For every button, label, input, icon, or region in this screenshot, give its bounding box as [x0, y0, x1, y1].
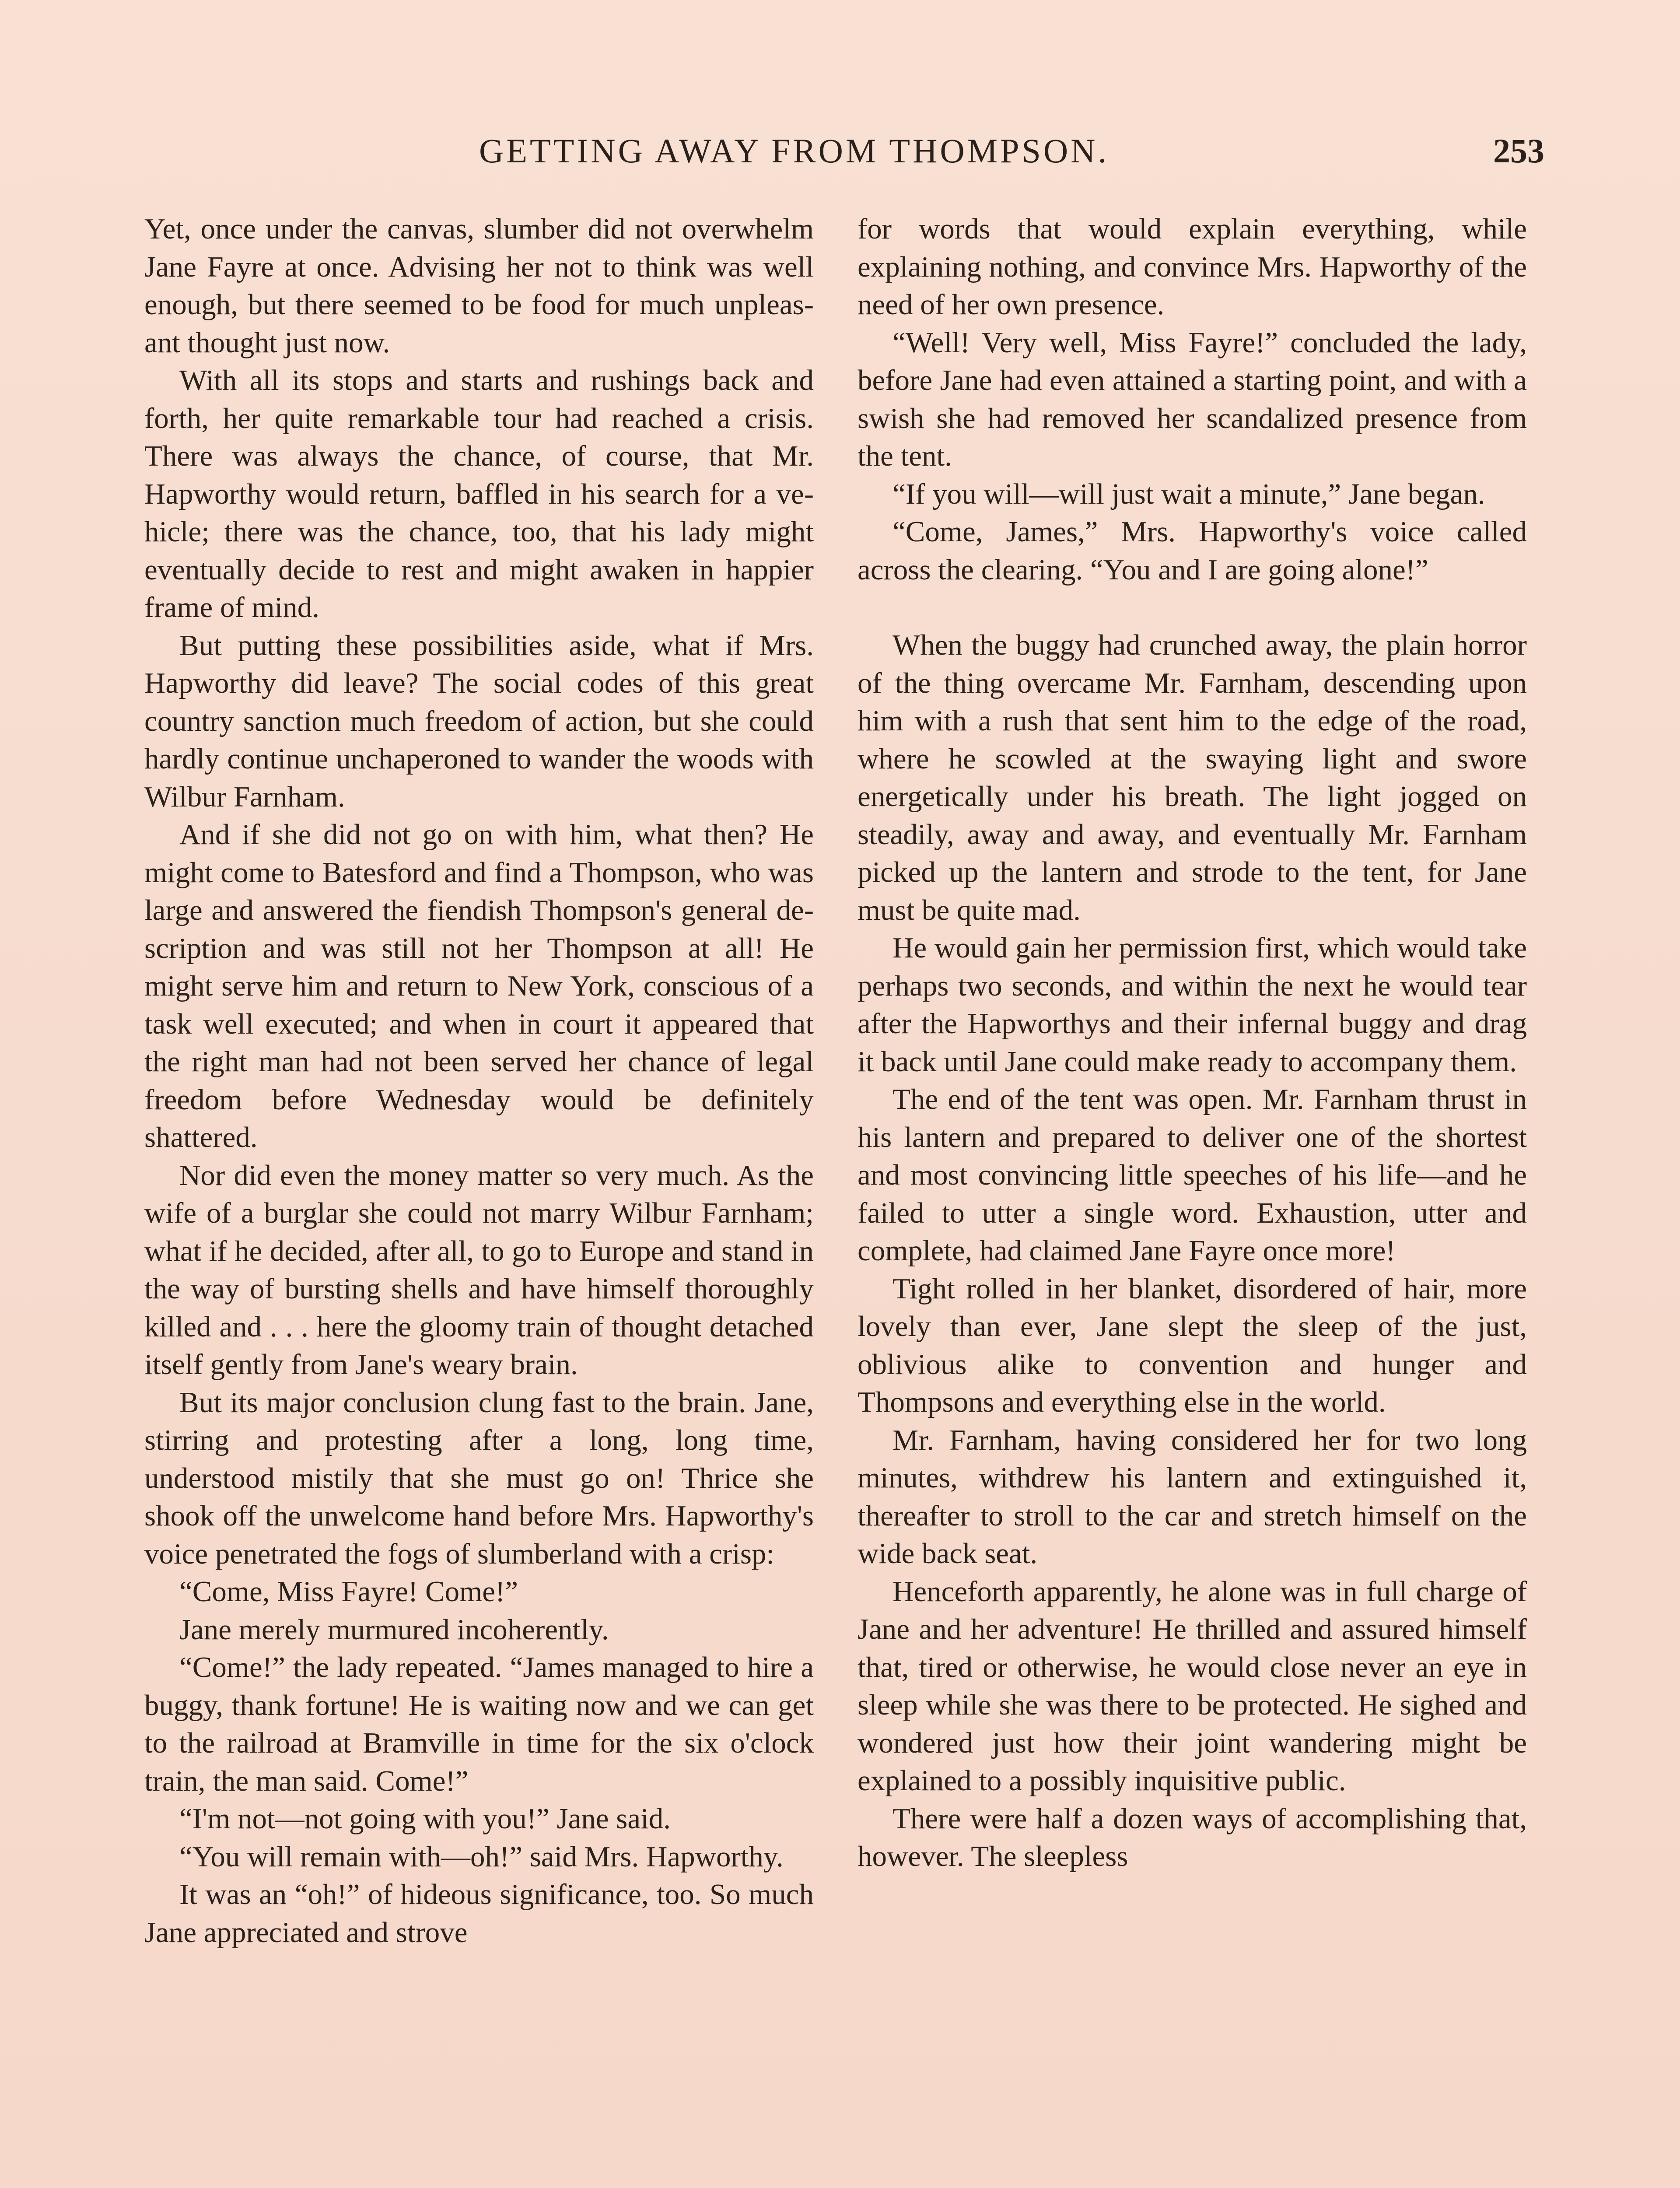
- paragraph: Nor did even the money matter so very much. As the wife of a burglar she could not marry Wilbur Farnham; what if he decided, after all, to go to Europe and stand in the way of bursting shells and have himself thoroughly killed and . . . here the gloomy train of thought detached itself gently from Jane's weary brain.: [144, 1159, 814, 1381]
- paragraph: Mr. Farnham, having considered her for two long minutes, withdrew his lantern and extinguished it, thereafter to stroll to the car and stretch himself on the wide back seat.: [858, 1424, 1527, 1570]
- paragraph: “You will remain with—oh!” said Mrs. Hapworthy.: [179, 1840, 784, 1873]
- paragraph: Yet, once under the canvas, slumber did not overwhelm Jane Fayre at once. Advising her not to think was well enough, but there seemed to be food for much unpleasant thought just now.: [144, 213, 814, 359]
- paragraph: He would gain her permission first, which would take perhaps two seconds, and within the next he would tear after the Hapworthys and their infernal buggy and drag it back until Jane could make ready to accompany them.: [858, 932, 1527, 1078]
- paragraph: for words that would explain everything, while explaining nothing, and convince Mrs. Hapworthy of the need of her own presence.: [858, 213, 1527, 321]
- paragraph: “If you will—will just wait a minute,” Jane began.: [892, 477, 1485, 510]
- paragraph: “Come, James,” Mrs. Hapworthy's voice called across the clearing. “You and I are going alone!”: [858, 515, 1527, 586]
- paragraph: The end of the tent was open. Mr. Farnham thrust in his lantern and prepared to deliver one of the shortest and most convincing little speeches of his life—and he failed to utter a single word. Exhaustion, utter and complete, had claimed Jane Fayre once more!: [858, 1083, 1527, 1267]
- paragraph: “Come!” the lady repeated. “James managed to hire a buggy, thank fortune! He is waiting now and we can get to the railroad at Bramville in time for the six o'clock train, the man said. Come!”: [144, 1651, 814, 1797]
- paragraph: But its major conclusion clung fast to the brain. Jane, stirring and protesting after a long, long time, understood mistily that she must go on! Thrice she shook off the unwelcome hand before Mrs. Hapworthy's voice penetrated the fogs of slumberland with a crisp:: [144, 1386, 814, 1570]
- paragraph: Henceforth apparently, he alone was in full charge of Jane and her adventure! He thrilled and assured himself that, tired or otherwise, he would close never an eye in sleep while she was there to be protected. He sighed and wondered just how their joint wandering might be explained to a possibly inquisitive public.: [858, 1575, 1527, 1797]
- paragraph: Tight rolled in her blanket, disordered of hair, more lovely than ever, Jane slept the sleep of the just, oblivious alike to convention and hunger and Thompsons and everything else in the world.: [858, 1272, 1527, 1418]
- paragraph: “I'm not—not going with you!” Jane said.: [179, 1802, 671, 1835]
- paragraph: Jane merely murmured incoherently.: [179, 1613, 609, 1646]
- left-column: [144, 210, 814, 2188]
- running-head: [144, 131, 1544, 179]
- paragraph: But putting these possibilities aside, what if Mrs. Hapworthy did leave? The social codes of this great country sanction much freedom of action, but she could hardly continue unchaperoned to wander the woods with Wilbur Farnham.: [144, 629, 814, 813]
- right-column: [858, 210, 1527, 2188]
- running-title: GETTING AWAY FROM THOMPSON.: [479, 132, 1110, 170]
- paragraph: “Come, Miss Fayre! Come!”: [179, 1575, 518, 1608]
- paragraph: There were half a dozen ways of accomplishing that, however. The sleepless: [858, 1802, 1527, 1872]
- paragraph: “Well! Very well, Miss Fayre!” concluded the lady, before Jane had even attained a starting point, and with a swish she had removed her scandalized presence from the tent.: [858, 326, 1527, 472]
- paragraph: When the buggy had crunched away, the plain horror of the thing overcame Mr. Farnham, descending upon him with a rush that sent him to the edge of the road, where he scowled at the swaying light and swore energetically under his breath. The light jogged on steadily, away and away, and eventually Mr. Farnham picked up the lantern and strode to the tent, for Jane must be quite mad.: [858, 629, 1527, 926]
- page-number: 253: [1493, 132, 1544, 170]
- paragraph: And if she did not go on with him, what then? He might come to Batesford and find a Thompson, who was large and answered the fiendish Thompson's general description and was still not her Thompson at all! He might serve him and return to New York, conscious of a task well executed; and when in court it appeared that the right man had not been served her chance of legal freedom before Wednesday would be definitely shattered.: [144, 818, 814, 1154]
- paragraph: With all its stops and starts and rushings back and forth, her quite remarkable tour had reached a crisis. There was always the chance, of course, that Mr. Hapworthy would return, baffled in his search for a vehicle; there was the chance, too, that his lady might eventually decide to rest and might awaken in happier frame of mind.: [144, 364, 814, 624]
- paragraph: It was an “oh!” of hideous significance, too. So much Jane appreciated and strove: [144, 1878, 814, 1949]
